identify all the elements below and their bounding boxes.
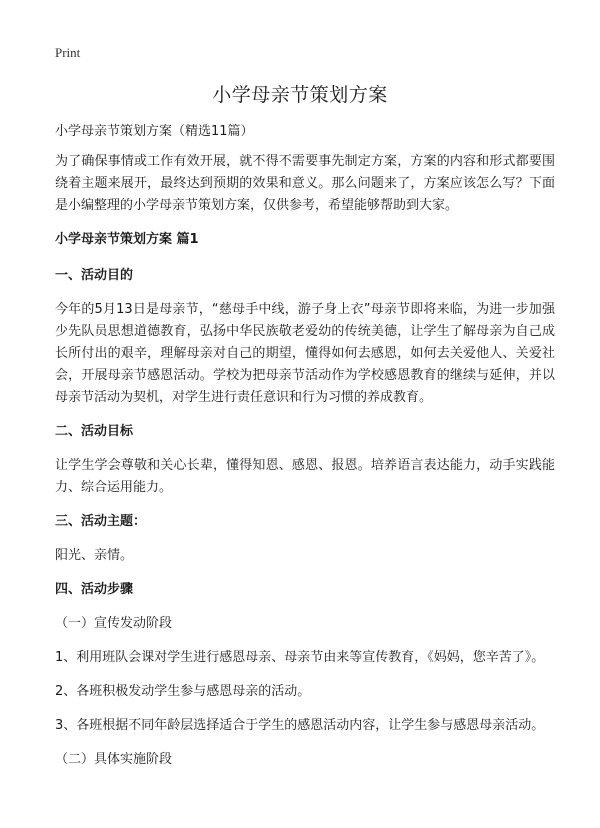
list-item: 1、利用班队会课对学生进行感恩母亲、母亲节由来等宣传教育，《妈妈，您辛苦了》。 [55, 650, 545, 665]
heading-activity-goal: 二、活动目标 [55, 424, 134, 439]
activity-goal-text: 让学生学会尊敬和关心长辈，懂得知恩、感恩、报恩。培养语言表达能力，动手实践能力、综合运用能力。 [55, 458, 555, 495]
list-item: 2、各班积极发动学生参与感恩母亲的活动。 [55, 684, 311, 699]
print-link[interactable]: Print [55, 45, 81, 60]
article-subtitle: 小学母亲节策划方案（精选11篇） [55, 124, 254, 139]
list-item: 3、各班根据不同年龄层选择适合于学生的感恩活动内容，让学生参与感恩母亲活动。 [55, 718, 545, 733]
heading-activity-purpose: 一、活动目的 [55, 268, 134, 283]
section-heading: 小学母亲节策划方案 篇1 [55, 232, 199, 247]
activity-theme-text: 阳光、亲情。 [55, 548, 134, 563]
intro-paragraph: 为了确保事情或工作有效开展，就不得不需要事先制定方案，方案的内容和形式都要围绕着主题来展开，最终达到预期的效果和意义。那么问题来了，方案应该怎么写？下面是小编整理的小学母亲节策划方案，仅供参考，希望能够帮助到大家。 [55, 154, 555, 213]
stage-heading-implementation: （二）具体实施阶段 [55, 752, 173, 767]
heading-activity-steps: 四、活动步骤 [55, 582, 134, 597]
stage-heading-promotion: （一）宣传发动阶段 [55, 616, 173, 631]
activity-purpose-text: 今年的5月13日是母亲节，“慈母手中线，游子身上衣”母亲节即将来临，为进一步加强少先队员思想道德教育，弘扬中华民族敬老爱幼的传统美德，让学生了解母亲为自己成长所付出的艰辛，理解母亲对自己的期望，懂得如何去感恩，如何去关爱他人、关爱社会，开展母亲节感恩活动。学校为把母亲节活动作为学校感恩教育的继续与延伸，并以母亲节活动为契机，对学生进行责任意识和行为习惯的养成教育。 [55, 302, 555, 405]
heading-activity-theme: 三、活动主题： [55, 514, 147, 529]
page-title: 小学母亲节策划方案 [212, 84, 388, 106]
article-body [55, 121, 555, 783]
